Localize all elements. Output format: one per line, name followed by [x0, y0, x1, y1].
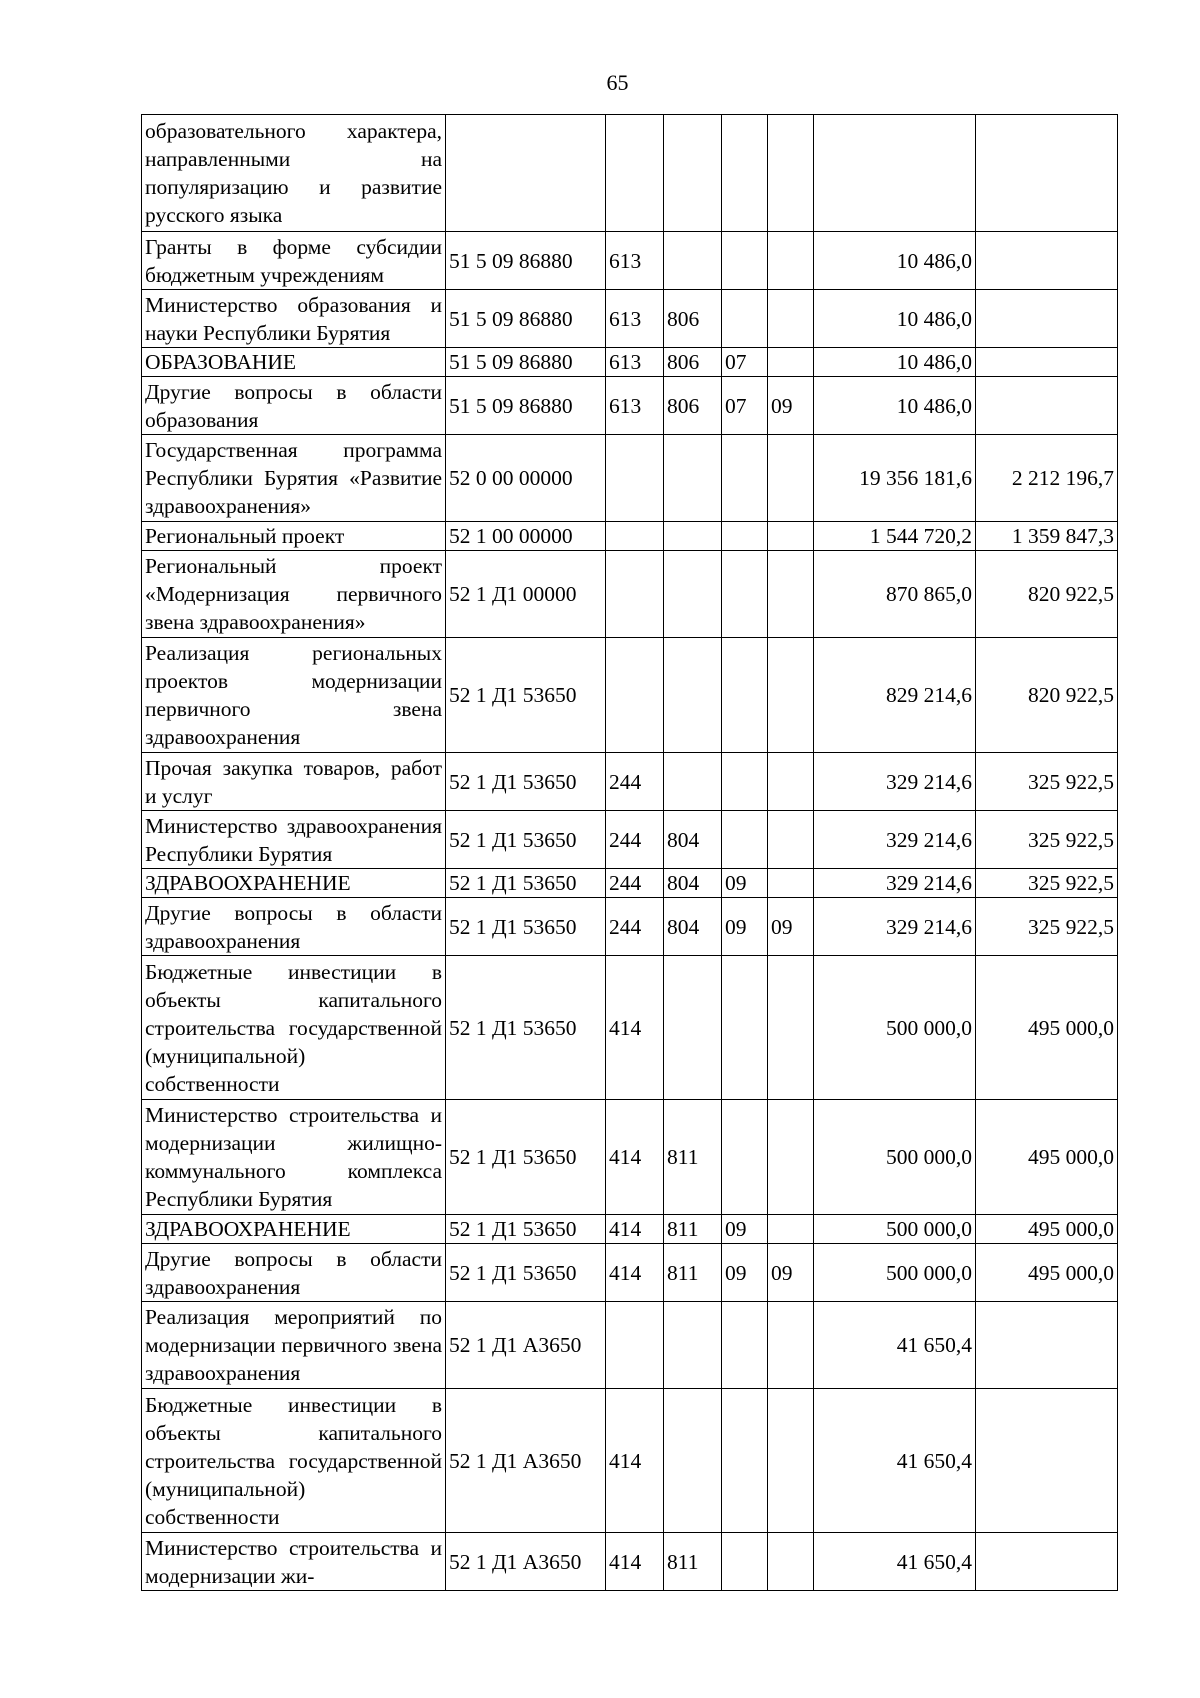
row-pr — [768, 290, 814, 348]
row-sum2 — [976, 377, 1118, 435]
row-vr: 613 — [606, 290, 664, 348]
row-gr — [664, 638, 722, 753]
row-sum2 — [976, 1302, 1118, 1389]
row-gr: 804 — [664, 898, 722, 956]
row-sum1: 329 214,6 — [814, 753, 976, 811]
row-vr: 613 — [606, 377, 664, 435]
budget-table — [141, 114, 1118, 1591]
row-sum1: 500 000,0 — [814, 1100, 976, 1215]
row-sum2: 325 922,5 — [976, 811, 1118, 869]
row-name: Бюджетные инвестиции в объекты капитального строительства государственной (муниципальной) собственности — [142, 1389, 446, 1533]
row-rz — [722, 1302, 768, 1389]
row-name: Другие вопросы в области образования — [142, 377, 446, 435]
row-sum1: 870 865,0 — [814, 551, 976, 638]
row-vr — [606, 115, 664, 232]
row-sum2 — [976, 1533, 1118, 1591]
row-rz — [722, 956, 768, 1100]
row-rz: 09 — [722, 1244, 768, 1302]
row-vr: 414 — [606, 1100, 664, 1215]
row-gr — [664, 1389, 722, 1533]
table-row — [142, 435, 1118, 522]
row-code: 52 1 Д1 А3650 — [446, 1302, 606, 1389]
row-rz — [722, 638, 768, 753]
row-rz — [722, 811, 768, 869]
row-code: 52 0 00 00000 — [446, 435, 606, 522]
row-name: Другие вопросы в области здравоохранения — [142, 1244, 446, 1302]
row-rz — [722, 753, 768, 811]
row-vr: 414 — [606, 1389, 664, 1533]
row-gr — [664, 753, 722, 811]
row-sum1: 10 486,0 — [814, 232, 976, 290]
row-gr: 811 — [664, 1215, 722, 1244]
row-sum2: 820 922,5 — [976, 638, 1118, 753]
row-rz — [722, 1100, 768, 1215]
row-code: 52 1 Д1 53650 — [446, 1100, 606, 1215]
row-code: 52 1 Д1 А3650 — [446, 1533, 606, 1591]
table-row — [142, 1100, 1118, 1215]
row-name: Реализация региональных проектов модернизации первичного звена здравоохранения — [142, 638, 446, 753]
row-rz — [722, 435, 768, 522]
row-gr: 806 — [664, 377, 722, 435]
row-sum2: 495 000,0 — [976, 1100, 1118, 1215]
row-pr — [768, 348, 814, 377]
row-gr: 811 — [664, 1244, 722, 1302]
row-sum1: 500 000,0 — [814, 1244, 976, 1302]
row-pr — [768, 1215, 814, 1244]
row-code: 52 1 Д1 53650 — [446, 638, 606, 753]
table-row — [142, 753, 1118, 811]
row-gr — [664, 956, 722, 1100]
row-code: 51 5 09 86880 — [446, 348, 606, 377]
row-name: Региональный проект — [142, 522, 446, 551]
row-name: ОБРАЗОВАНИЕ — [142, 348, 446, 377]
page-number: 65 — [606, 70, 629, 95]
table-row — [142, 1215, 1118, 1244]
row-gr — [664, 1302, 722, 1389]
row-pr: 09 — [768, 898, 814, 956]
row-sum2: 495 000,0 — [976, 1215, 1118, 1244]
row-vr: 244 — [606, 753, 664, 811]
row-name: Прочая закупка товаров, работ и услуг — [142, 753, 446, 811]
row-sum1: 329 214,6 — [814, 811, 976, 869]
row-vr: 414 — [606, 1533, 664, 1591]
row-name: Гранты в форме субсидии бюджетным учреждениям — [142, 232, 446, 290]
row-name: Министерство строительства и модернизации жилищно-коммунального комплекса Республики Бурятия — [142, 1100, 446, 1215]
row-vr: 414 — [606, 1215, 664, 1244]
row-code: 52 1 Д1 53650 — [446, 956, 606, 1100]
row-vr: 244 — [606, 898, 664, 956]
row-name: Министерство строительства и модернизации жи- — [142, 1533, 446, 1591]
row-gr: 811 — [664, 1533, 722, 1591]
row-sum1: 41 650,4 — [814, 1389, 976, 1533]
table-row — [142, 1302, 1118, 1389]
row-name: ЗДРАВООХРАНЕНИЕ — [142, 1215, 446, 1244]
row-gr — [664, 232, 722, 290]
row-pr: 09 — [768, 1244, 814, 1302]
table-row — [142, 1244, 1118, 1302]
row-gr — [664, 435, 722, 522]
row-rz — [722, 551, 768, 638]
row-sum2: 1 359 847,3 — [976, 522, 1118, 551]
row-sum2: 495 000,0 — [976, 956, 1118, 1100]
row-sum1: 500 000,0 — [814, 956, 976, 1100]
row-gr: 811 — [664, 1100, 722, 1215]
row-name: Бюджетные инвестиции в объекты капитального строительства государственной (муниципальной) собственности — [142, 956, 446, 1100]
row-code: 51 5 09 86880 — [446, 290, 606, 348]
row-sum1: 41 650,4 — [814, 1533, 976, 1591]
row-sum1: 19 356 181,6 — [814, 435, 976, 522]
row-pr — [768, 1389, 814, 1533]
row-code: 51 5 09 86880 — [446, 232, 606, 290]
row-pr — [768, 551, 814, 638]
row-sum1 — [814, 115, 976, 232]
row-sum2 — [976, 290, 1118, 348]
row-pr — [768, 1100, 814, 1215]
row-sum2 — [976, 348, 1118, 377]
table-row — [142, 551, 1118, 638]
row-gr — [664, 115, 722, 232]
row-sum1: 41 650,4 — [814, 1302, 976, 1389]
row-pr — [768, 1533, 814, 1591]
row-rz: 07 — [722, 348, 768, 377]
row-vr: 244 — [606, 811, 664, 869]
row-pr — [768, 115, 814, 232]
row-name: Реализация мероприятий по модернизации первичного звена здравоохранения — [142, 1302, 446, 1389]
row-name: Государственная программа Республики Бурятия «Развитие здравоохранения» — [142, 435, 446, 522]
row-gr — [664, 522, 722, 551]
row-rz — [722, 1533, 768, 1591]
table-row — [142, 956, 1118, 1100]
table-row — [142, 290, 1118, 348]
row-sum2 — [976, 232, 1118, 290]
table-row — [142, 232, 1118, 290]
row-rz — [722, 522, 768, 551]
table-row — [142, 898, 1118, 956]
row-sum1: 329 214,6 — [814, 898, 976, 956]
row-name: ЗДРАВООХРАНЕНИЕ — [142, 869, 446, 898]
table-row — [142, 1389, 1118, 1533]
row-pr — [768, 869, 814, 898]
row-rz: 07 — [722, 377, 768, 435]
table-row — [142, 115, 1118, 232]
row-name: Региональный проект «Модернизация первичного звена здравоохранения» — [142, 551, 446, 638]
row-sum1: 10 486,0 — [814, 348, 976, 377]
row-vr — [606, 435, 664, 522]
table-row — [142, 811, 1118, 869]
row-vr: 613 — [606, 232, 664, 290]
table-row — [142, 1533, 1118, 1591]
row-sum2 — [976, 115, 1118, 232]
row-vr: 244 — [606, 869, 664, 898]
table-row — [142, 869, 1118, 898]
row-name: Министерство образования и науки Республики Бурятия — [142, 290, 446, 348]
row-pr — [768, 811, 814, 869]
row-vr: 613 — [606, 348, 664, 377]
row-pr — [768, 435, 814, 522]
row-rz: 09 — [722, 869, 768, 898]
row-sum1: 329 214,6 — [814, 869, 976, 898]
row-sum2: 325 922,5 — [976, 753, 1118, 811]
row-vr: 414 — [606, 1244, 664, 1302]
row-sum2: 325 922,5 — [976, 869, 1118, 898]
row-pr — [768, 638, 814, 753]
row-code: 52 1 Д1 53650 — [446, 1215, 606, 1244]
row-sum2: 325 922,5 — [976, 898, 1118, 956]
row-code: 52 1 Д1 53650 — [446, 898, 606, 956]
row-sum2: 2 212 196,7 — [976, 435, 1118, 522]
row-sum1: 1 544 720,2 — [814, 522, 976, 551]
row-pr — [768, 753, 814, 811]
row-code: 52 1 Д1 А3650 — [446, 1389, 606, 1533]
row-gr — [664, 551, 722, 638]
row-name: Министерство здравоохранения Республики Бурятия — [142, 811, 446, 869]
table-row — [142, 522, 1118, 551]
row-gr: 806 — [664, 290, 722, 348]
row-code: 51 5 09 86880 — [446, 377, 606, 435]
table-row — [142, 348, 1118, 377]
row-sum1: 829 214,6 — [814, 638, 976, 753]
row-code: 52 1 00 00000 — [446, 522, 606, 551]
row-vr — [606, 551, 664, 638]
row-vr: 414 — [606, 956, 664, 1100]
row-pr — [768, 1302, 814, 1389]
row-vr — [606, 522, 664, 551]
row-sum1: 10 486,0 — [814, 290, 976, 348]
row-rz — [722, 232, 768, 290]
row-code: 52 1 Д1 53650 — [446, 869, 606, 898]
row-pr — [768, 956, 814, 1100]
row-sum2 — [976, 1389, 1118, 1533]
row-sum1: 10 486,0 — [814, 377, 976, 435]
row-code: 52 1 Д1 53650 — [446, 811, 606, 869]
row-name: образовательного характера, направленными на популяризацию и развитие русского языка — [142, 115, 446, 232]
row-gr: 806 — [664, 348, 722, 377]
row-pr: 09 — [768, 377, 814, 435]
row-name: Другие вопросы в области здравоохранения — [142, 898, 446, 956]
row-code: 52 1 Д1 53650 — [446, 753, 606, 811]
row-gr: 804 — [664, 811, 722, 869]
row-pr — [768, 232, 814, 290]
row-pr — [768, 522, 814, 551]
table-row — [142, 377, 1118, 435]
row-rz — [722, 115, 768, 232]
row-sum2: 495 000,0 — [976, 1244, 1118, 1302]
row-rz — [722, 290, 768, 348]
row-gr: 804 — [664, 869, 722, 898]
row-rz — [722, 1389, 768, 1533]
row-code: 52 1 Д1 00000 — [446, 551, 606, 638]
row-vr — [606, 638, 664, 753]
row-code — [446, 115, 606, 232]
table-row — [142, 638, 1118, 753]
row-sum1: 500 000,0 — [814, 1215, 976, 1244]
row-sum2: 820 922,5 — [976, 551, 1118, 638]
row-vr — [606, 1302, 664, 1389]
row-code: 52 1 Д1 53650 — [446, 1244, 606, 1302]
row-rz: 09 — [722, 898, 768, 956]
row-rz: 09 — [722, 1215, 768, 1244]
